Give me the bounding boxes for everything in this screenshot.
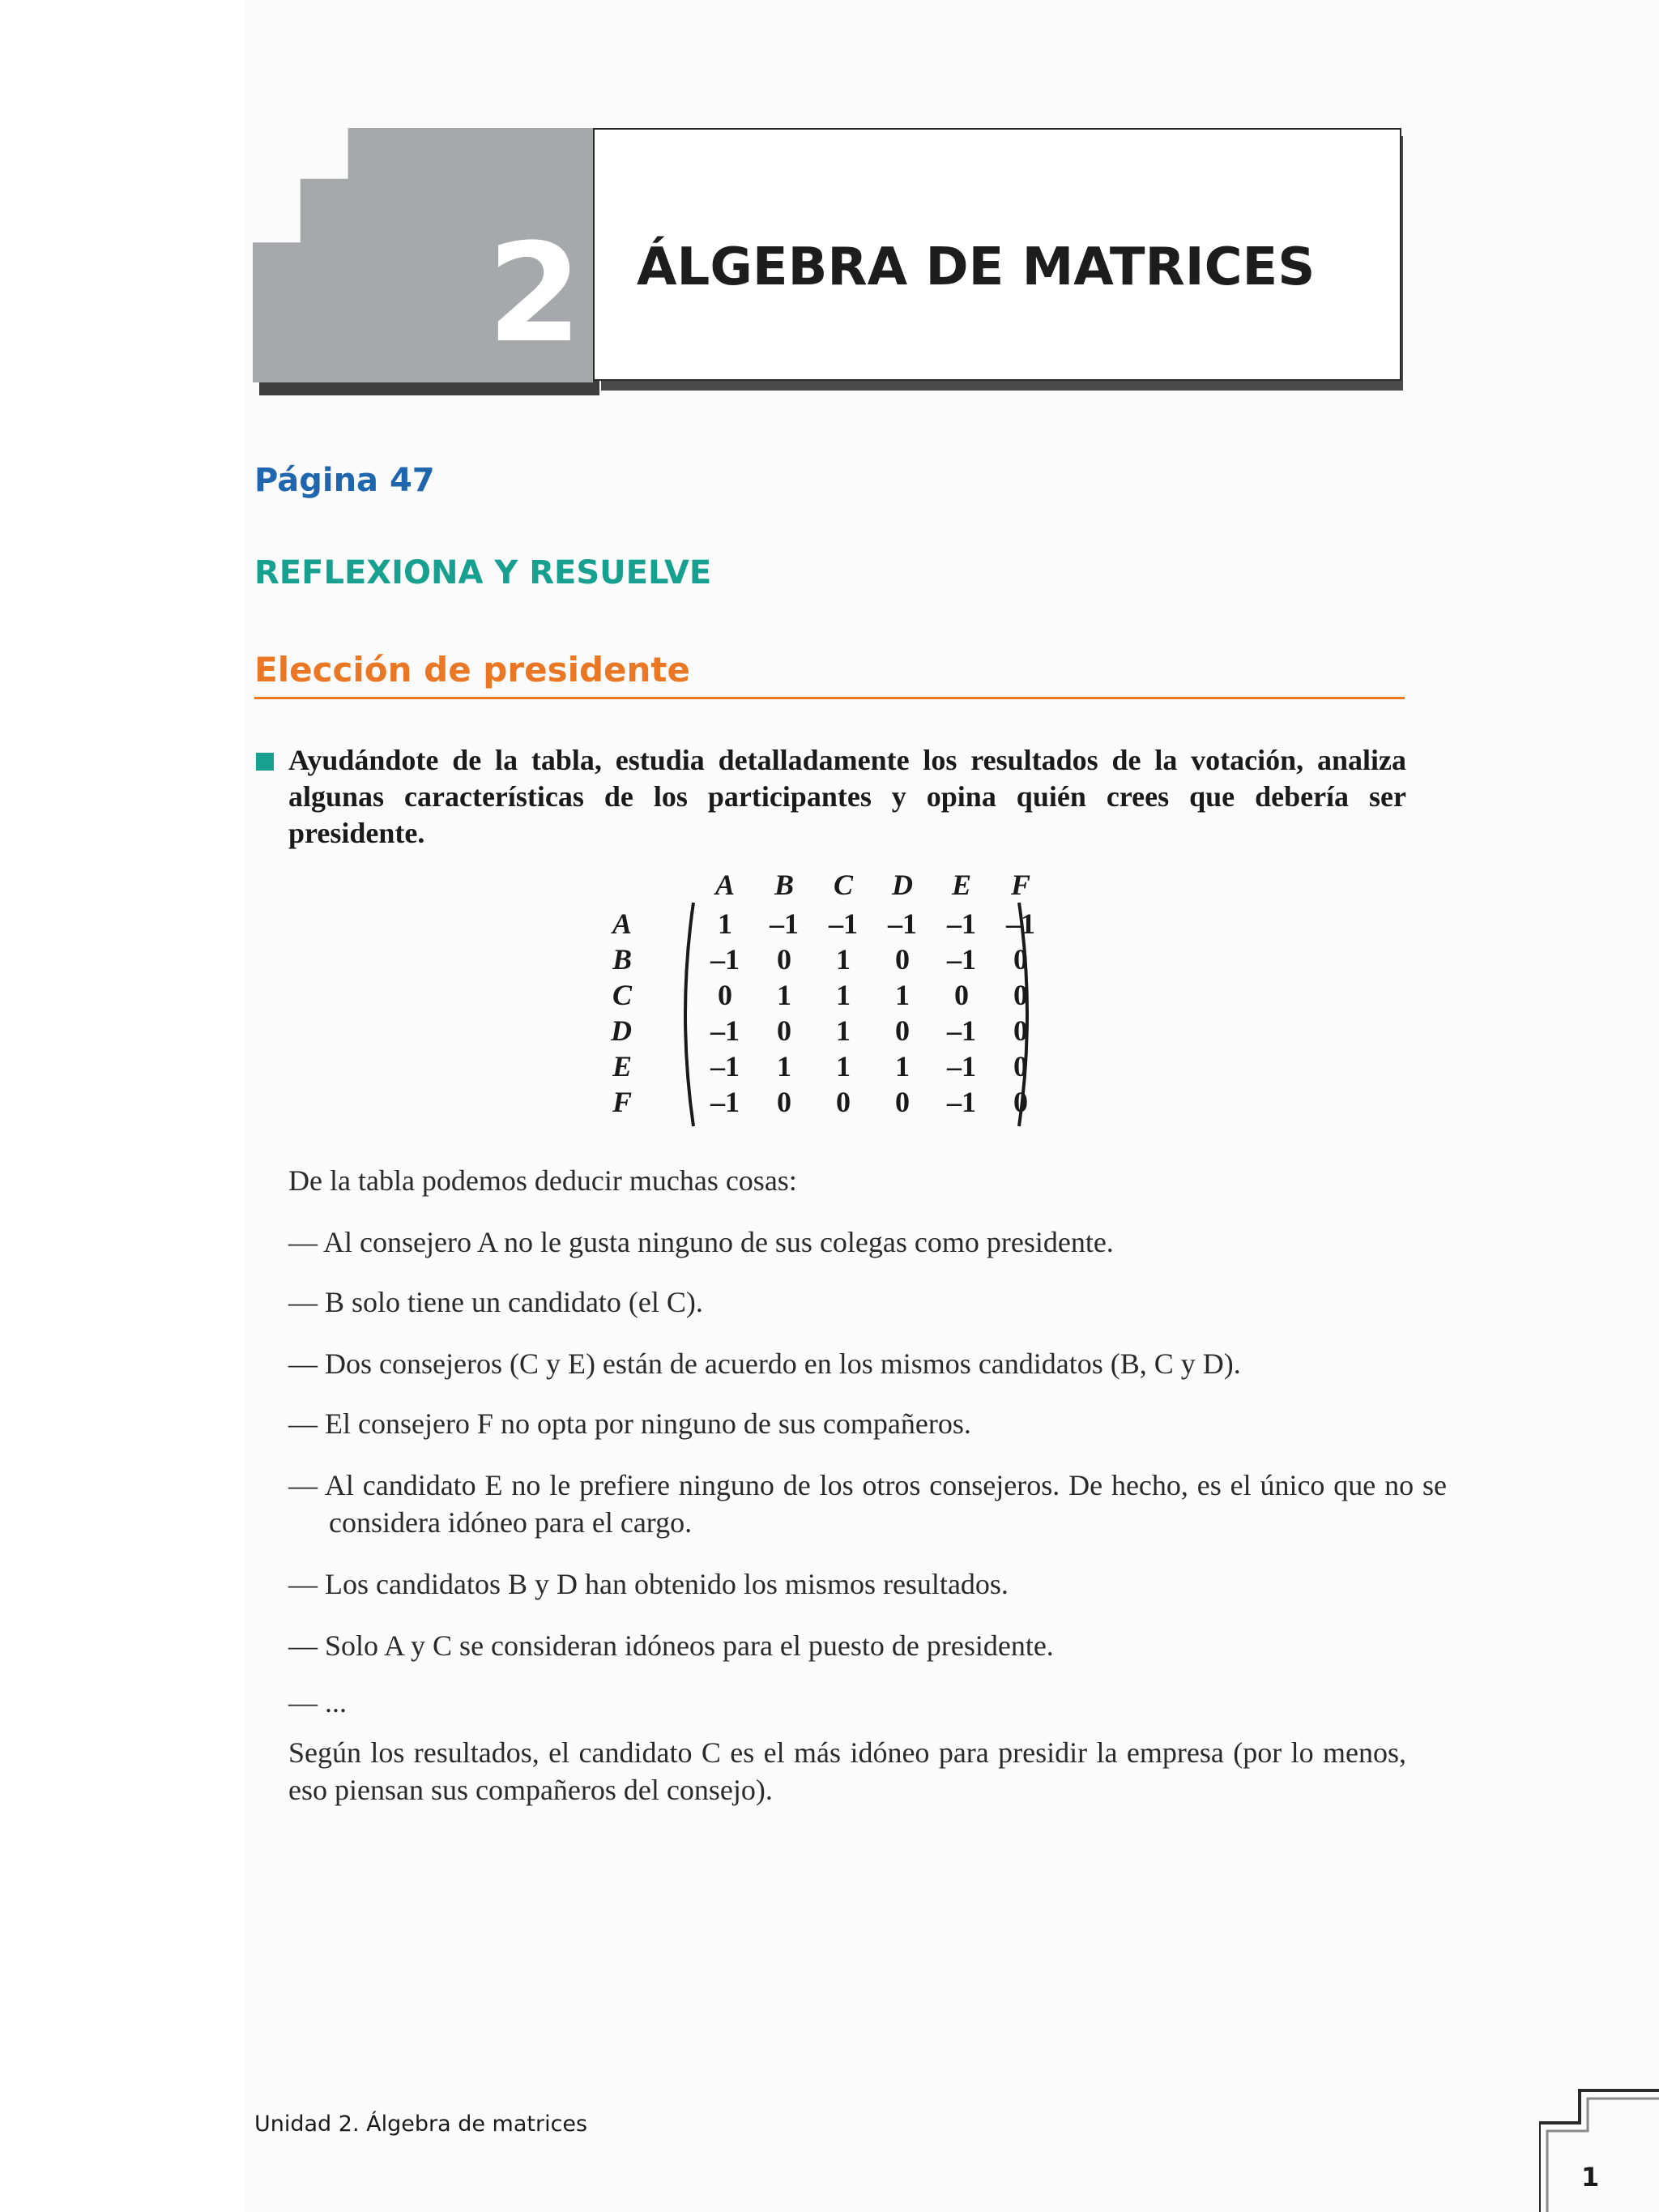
subsection-heading: Elección de presidente bbox=[254, 650, 690, 690]
list-item: — Solo A y C se consideran idóneos para el puesto de presidente. bbox=[288, 1629, 1054, 1662]
matrix-cell: 1 bbox=[777, 979, 791, 1011]
matrix-column-header: B bbox=[774, 869, 794, 901]
matrix-cell: 0 bbox=[718, 979, 732, 1011]
matrix-cell: –1 bbox=[947, 907, 976, 940]
matrix-cell: 0 bbox=[1013, 943, 1028, 976]
matrix-cell: –1 bbox=[710, 1014, 740, 1047]
matrix-cell: –1 bbox=[829, 907, 858, 940]
matrix-cell: 0 bbox=[777, 1014, 791, 1047]
page-reference: Página 47 bbox=[254, 462, 435, 499]
matrix-cell: 0 bbox=[1013, 1014, 1028, 1047]
matrix-column-header: C bbox=[833, 869, 853, 901]
vote-matrix bbox=[599, 860, 1053, 1128]
matrix-cell: –1 bbox=[710, 1050, 740, 1083]
matrix-cell: 1 bbox=[777, 1050, 791, 1083]
matrix-cell: 1 bbox=[836, 979, 851, 1011]
footer-unit-label: Unidad 2. Álgebra de matrices bbox=[254, 2112, 588, 2137]
matrix-cell: –1 bbox=[710, 943, 740, 976]
list-item: — Al consejero A no le gusta ninguno de sus colegas como presidente. bbox=[288, 1226, 1114, 1258]
matrix-cell: 0 bbox=[895, 943, 910, 976]
matrix-row-label: D bbox=[611, 1014, 632, 1047]
body-intro: De la tabla podemos deducir muchas cosas: bbox=[288, 1164, 797, 1197]
matrix-column-header: A bbox=[714, 869, 735, 901]
matrix-row-label: F bbox=[612, 1086, 632, 1118]
matrix-cell: –1 bbox=[947, 943, 976, 976]
footer-stairs-graphic bbox=[1539, 2082, 1659, 2212]
matrix-column-header: F bbox=[1010, 869, 1030, 901]
matrix-cell: 0 bbox=[777, 1086, 791, 1118]
matrix-cell: 0 bbox=[954, 979, 969, 1011]
matrix-cell: –1 bbox=[947, 1050, 976, 1083]
matrix-cell: 0 bbox=[895, 1014, 910, 1047]
matrix-cell: 1 bbox=[895, 979, 910, 1011]
matrix-cell: –1 bbox=[888, 907, 917, 940]
matrix-cell: –1 bbox=[1006, 907, 1035, 940]
matrix-row-label: C bbox=[612, 979, 632, 1011]
matrix-cell: 0 bbox=[777, 943, 791, 976]
conclusion-paragraph: Según los resultados, el candidato C es el más idóneo para presidir la empresa (por lo menos, eso piensan sus compañeros del consejo). bbox=[288, 1736, 1406, 1806]
matrix-cell: –1 bbox=[710, 1086, 740, 1118]
matrix-column-header: E bbox=[951, 869, 971, 901]
list-item: — Dos consejeros (C y E) están de acuerdo en los mismos candidatos (B, C y D). bbox=[288, 1347, 1241, 1380]
matrix-left-paren bbox=[674, 901, 698, 1128]
matrix-cell: 1 bbox=[836, 1050, 851, 1083]
list-item: — Al candidato E no le prefiere ninguno de los otros consejeros. De hecho, es el único que no se considera idóneo para el cargo. bbox=[288, 1469, 1447, 1539]
chapter-number: 2 bbox=[487, 214, 582, 373]
section-heading: REFLEXIONA Y RESUELVE bbox=[254, 554, 712, 591]
matrix-cell: 1 bbox=[718, 907, 732, 940]
matrix-cell: 0 bbox=[895, 1086, 910, 1118]
matrix-cell: 1 bbox=[895, 1050, 910, 1083]
matrix-column-header: D bbox=[892, 869, 913, 901]
matrix-cell: 0 bbox=[1013, 979, 1028, 1011]
matrix-cell: 1 bbox=[836, 1014, 851, 1047]
subsection-divider bbox=[254, 697, 1405, 699]
matrix-cell: 0 bbox=[1013, 1050, 1028, 1083]
list-item: — Los candidatos B y D han obtenido los mismos resultados. bbox=[288, 1568, 1009, 1600]
list-item: — ... bbox=[288, 1686, 347, 1719]
matrix-cell: 0 bbox=[836, 1086, 851, 1118]
page-number: 1 bbox=[1581, 2162, 1600, 2193]
exercise-prompt: Ayudándote de la tabla, estudia detalladamente los resultados de la votación, analiza algunas características de los participantes y opina quién crees que debería ser presidente. bbox=[288, 744, 1406, 849]
matrix-cell: 0 bbox=[1013, 1086, 1028, 1118]
chapter-title: ÁLGEBRA DE MATRICES bbox=[637, 237, 1316, 297]
matrix-cell: –1 bbox=[947, 1086, 976, 1118]
matrix-cell: –1 bbox=[947, 1014, 976, 1047]
matrix-row-label: B bbox=[612, 943, 632, 976]
matrix-cell: 1 bbox=[836, 943, 851, 976]
matrix-row-label: E bbox=[612, 1050, 632, 1083]
bullet-square-icon bbox=[256, 753, 274, 771]
list-item: — El consejero F no opta por ninguno de sus compañeros. bbox=[288, 1407, 971, 1440]
matrix-cell: –1 bbox=[770, 907, 799, 940]
matrix-row-label: A bbox=[612, 907, 632, 940]
list-item: — B solo tiene un candidato (el C). bbox=[288, 1286, 703, 1318]
